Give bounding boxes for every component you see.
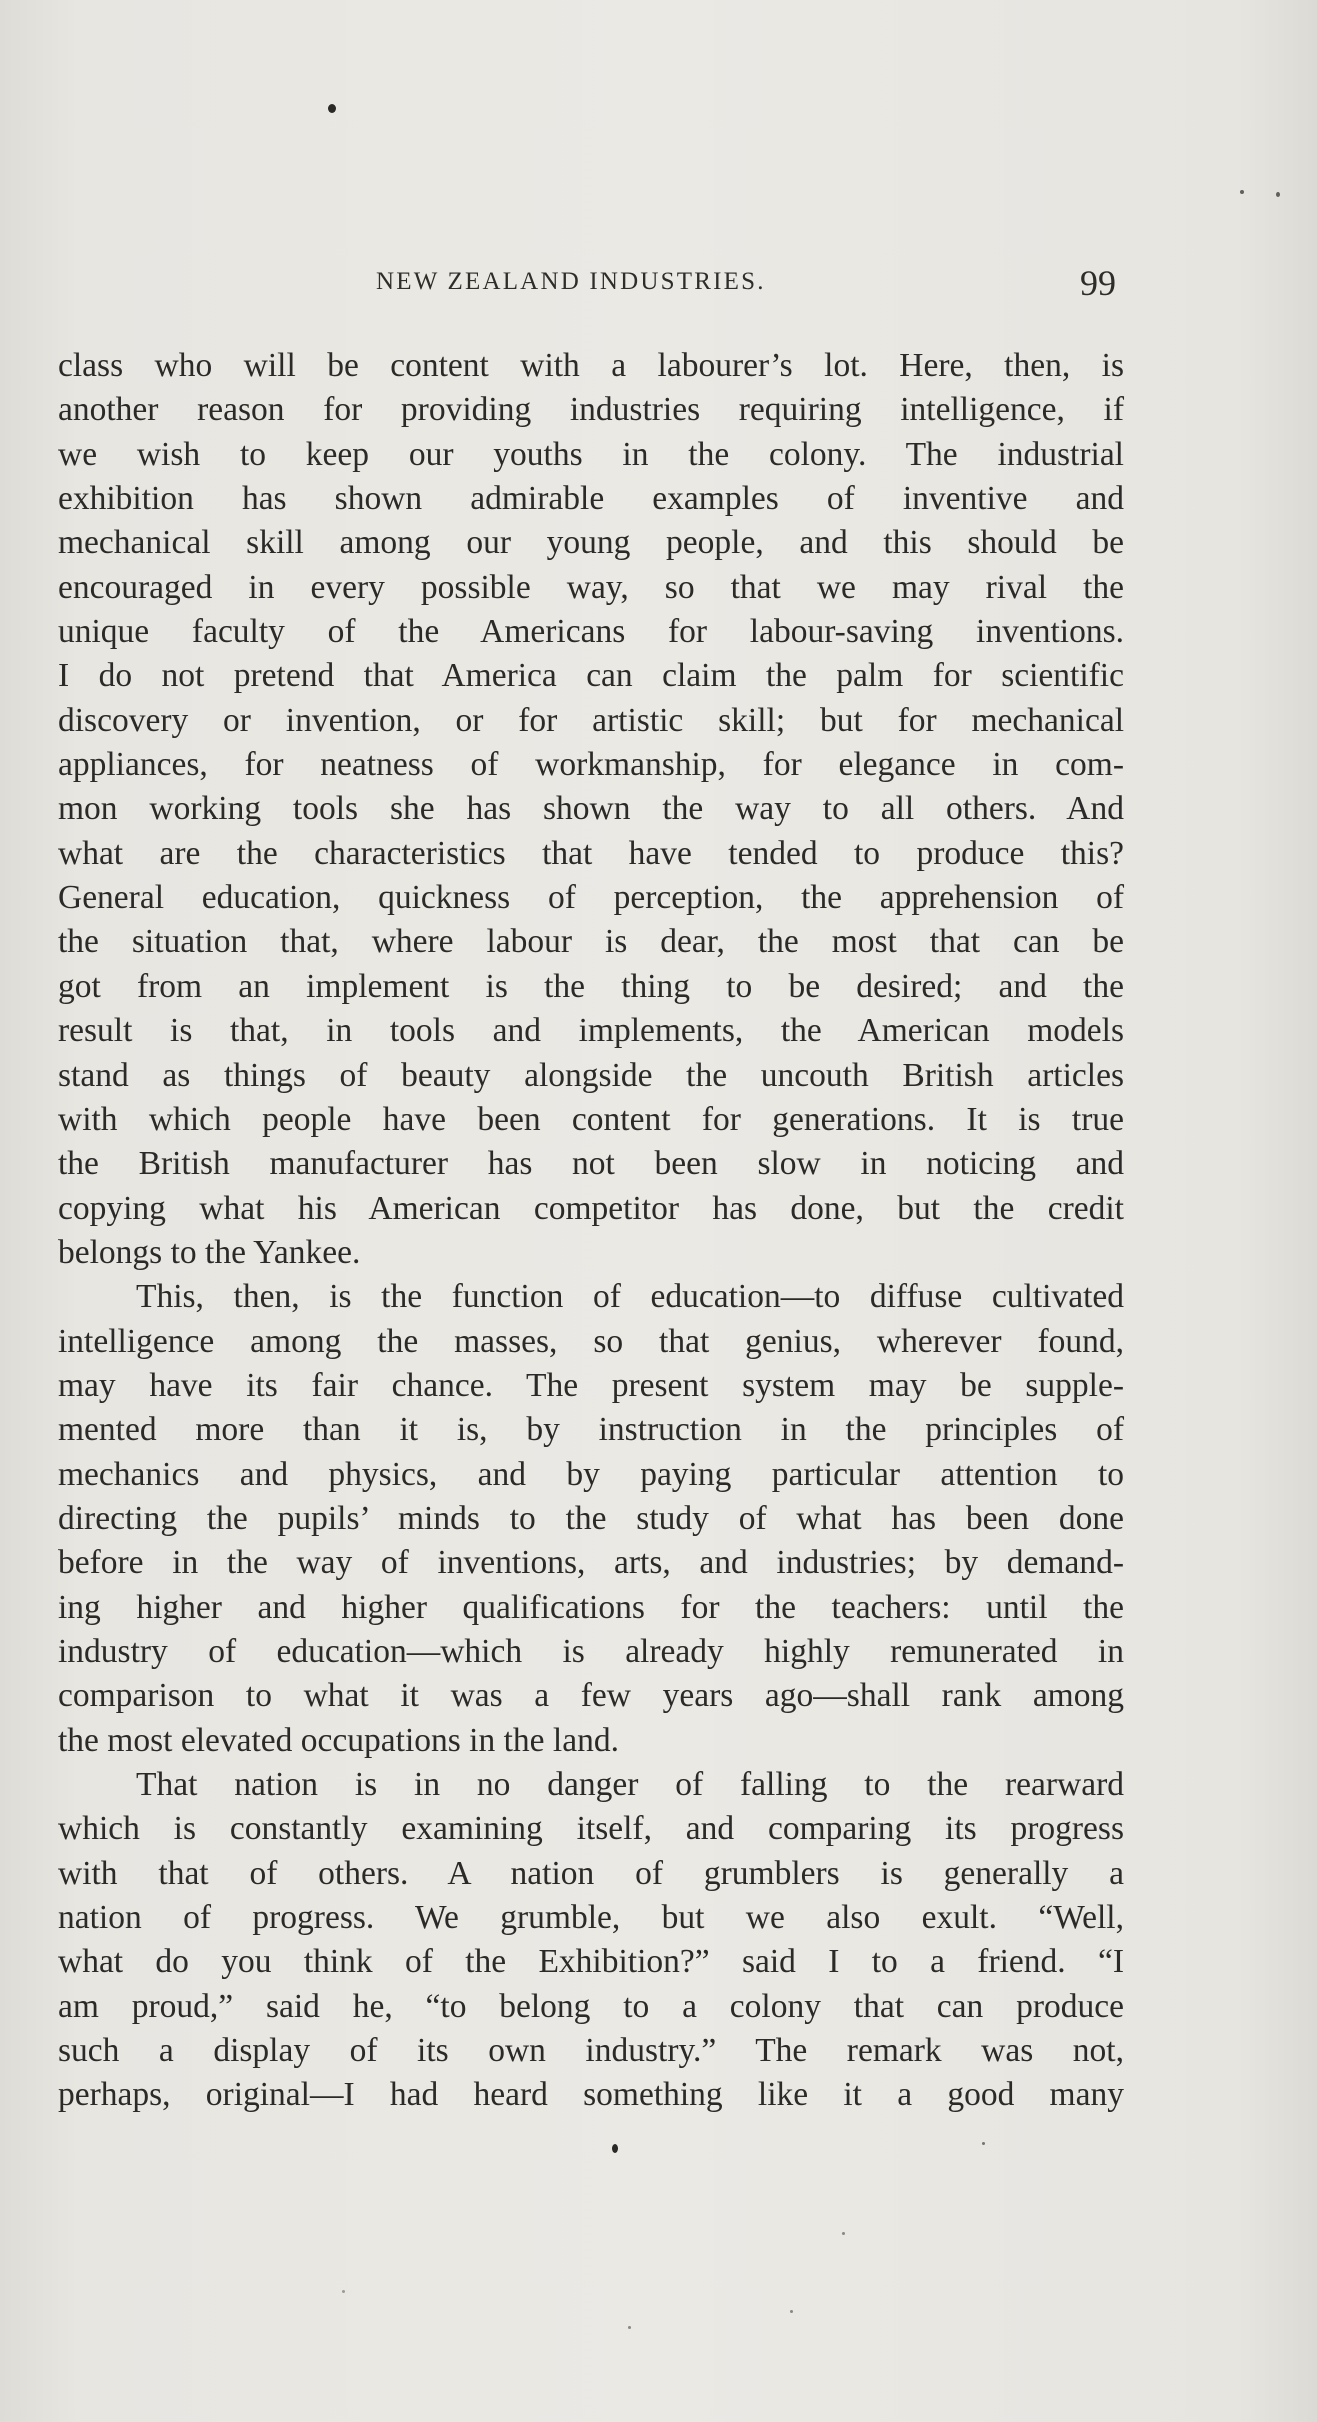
text-line: what do you think of the Exhibition?” said I to a friend. “I (58, 1943, 1124, 1981)
text-line: we wish to keep our youths in the colony. The industrial (58, 435, 1124, 473)
text-line: mon working tools she has shown the way to all others. And (58, 790, 1124, 828)
text-line: result is that, in tools and implements, the American models (58, 1012, 1124, 1050)
text-line: unique faculty of the Americans for labour-saving inventions. (58, 613, 1124, 651)
text-line: comparison to what it was a few years ago—shall rank among (58, 1677, 1124, 1715)
text-line: mechanical skill among our young people, and this should be (58, 524, 1124, 562)
text-line: class who will be content with a labourer’s lot. Here, then, is (58, 347, 1124, 384)
text-line: which is constantly examining itself, and comparing its progress (58, 1810, 1124, 1848)
page-number: 99 (1080, 263, 1116, 303)
ink-speck (842, 2232, 845, 2235)
text-line: directing the pupils’ minds to the study of what has been done (58, 1499, 1124, 1537)
text-line: nation of progress. We grumble, but we also exult. “Well, (58, 1899, 1124, 1937)
text-line: another reason for providing industries requiring intelligence, if (58, 391, 1124, 429)
body-text (58, 344, 1124, 2118)
running-head: NEW ZEALAND INDUSTRIES. (376, 268, 766, 295)
text-line: may have its fair chance. The present system may be supple- (58, 1366, 1124, 1404)
text-line: with that of others. A nation of grumblers is generally a (58, 1854, 1124, 1892)
ink-speck (790, 2310, 793, 2313)
text-line: perhaps, original—I had heard something like it a good many (58, 2076, 1124, 2114)
ink-speck (342, 2290, 345, 2293)
ink-speck (1240, 190, 1244, 194)
text-line: exhibition has shown admirable examples of inventive and (58, 480, 1124, 518)
text-line: This, then, is the function of education—to diffuse cultivated (136, 1278, 1124, 1316)
text-line: General education, quickness of perception, the apprehension of (58, 879, 1124, 917)
text-line: got from an implement is the thing to be desired; and the (58, 967, 1124, 1005)
ink-speck (628, 2326, 631, 2329)
text-line: the situation that, where labour is dear, the most that can be (58, 923, 1124, 961)
text-line: discovery or invention, or for artistic skill; but for mechanical (58, 701, 1124, 739)
text-line: mented more than it is, by instruction in the principles of (58, 1411, 1124, 1449)
ink-speck (328, 104, 336, 113)
text-line: copying what his American competitor has done, but the credit (58, 1189, 1124, 1227)
text-line: stand as things of beauty alongside the uncouth British articles (58, 1056, 1124, 1094)
ink-speck (612, 2144, 618, 2153)
page-header (0, 262, 1317, 302)
text-line: encouraged in every possible way, so that we may rival the (58, 568, 1124, 606)
ink-speck (1276, 192, 1280, 197)
text-line: am proud,” said he, “to belong to a colony that can produce (58, 1987, 1124, 2025)
text-line: what are the characteristics that have tended to produce this? (58, 834, 1124, 872)
text-line: belongs to the Yankee. (58, 1233, 361, 1271)
text-line: That nation is in no danger of falling to the rearward (136, 1766, 1124, 1803)
text-line: before in the way of inventions, arts, and industries; by demand- (58, 1544, 1124, 1582)
text-line: ing higher and higher qualifications for the teachers: until the (58, 1588, 1124, 1626)
text-line: intelligence among the masses, so that genius, wherever found, (58, 1322, 1124, 1360)
text-line: the British manufacturer has not been slow in noticing and (58, 1145, 1124, 1183)
text-line: appliances, for neatness of workmanship, for elegance in com- (58, 746, 1124, 784)
ink-speck (982, 2142, 985, 2145)
text-line: I do not pretend that America can claim the palm for scientific (58, 657, 1124, 695)
text-line: the most elevated occupations in the land. (58, 1721, 619, 1759)
text-line: mechanics and physics, and by paying particular attention to (58, 1455, 1124, 1493)
text-line: with which people have been content for generations. It is true (58, 1100, 1124, 1138)
text-line: industry of education—which is already highly remunerated in (58, 1632, 1124, 1670)
text-line: such a display of its own industry.” The remark was not, (58, 2032, 1124, 2070)
